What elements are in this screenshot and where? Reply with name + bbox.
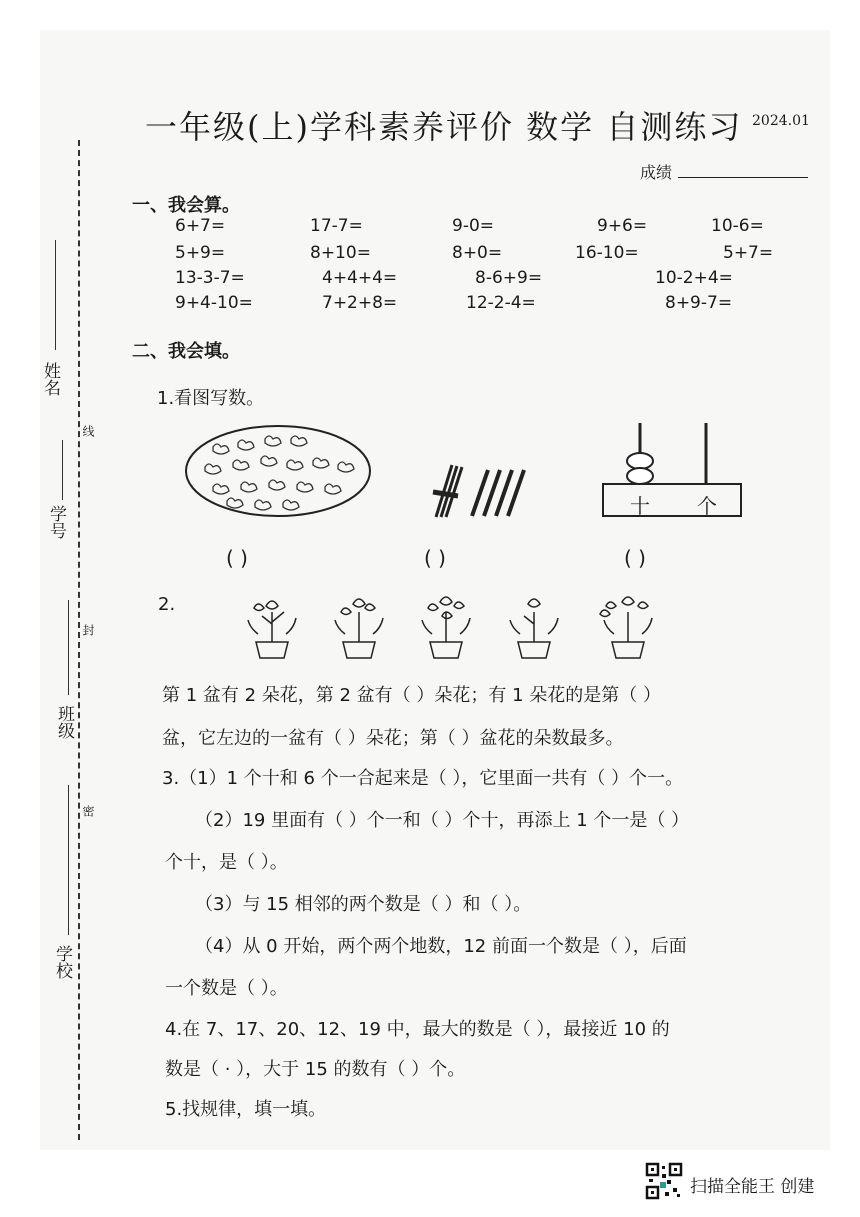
class-underline <box>68 600 69 695</box>
equation: 6+7= <box>175 216 226 236</box>
bead-icon <box>627 468 653 484</box>
exam-date: 2024.01 <box>752 113 810 129</box>
duck-icons <box>205 436 354 510</box>
student-id-label: 学号 <box>46 505 66 539</box>
flower-pot-icon <box>510 599 558 658</box>
name-underline <box>55 240 56 350</box>
qr-code-icon <box>645 1162 683 1200</box>
abacus-ones-label: 个 <box>697 494 717 518</box>
equation: 9+6= <box>597 216 648 236</box>
equation: 17-7= <box>310 216 363 236</box>
section1-heading: 一、我会算。 <box>132 195 240 216</box>
equation: 12-2-4= <box>466 293 536 313</box>
bead-icon <box>627 453 653 469</box>
equation: 8+9-7= <box>665 293 733 313</box>
sticks-bundle-figure <box>428 462 533 520</box>
line-char: 线 <box>81 425 95 437</box>
q3-line2: （2）19 里面有（ ）个一和（ ）个十，再添上 1 个一是（ ） <box>195 810 690 831</box>
q2-line2: 盆，它左边的一盆有（ ）朵花；第（ ）盆花的朵数最多。 <box>162 728 624 749</box>
score-label: 成绩 <box>640 163 673 182</box>
stick-bundle-icon <box>433 465 462 517</box>
equation: 8-6+9= <box>475 268 543 288</box>
q2-label: 2. <box>158 594 176 615</box>
section2-heading: 二、我会填。 <box>132 341 240 362</box>
q3-line6: 一个数是（ ）。 <box>165 978 288 999</box>
id-underline <box>62 440 63 500</box>
answer-blank[interactable]: ( ) <box>424 546 446 570</box>
answer-blank[interactable]: ( ) <box>226 546 248 570</box>
school-label: 学校 <box>52 945 72 979</box>
abacus-figure <box>600 420 745 520</box>
flower-pots-figure <box>240 594 670 660</box>
equation: 9+4-10= <box>175 293 253 313</box>
q4-line1: 4.在 7、17、20、12、19 中，最大的数是（ ），最接近 10 的 <box>165 1019 670 1040</box>
flower-pot-icon <box>422 597 470 658</box>
ducks-oval-figure <box>183 423 373 519</box>
q3-line5: （4）从 0 开始，两个两个地数，12 前面一个数是（ ），后面 <box>195 936 687 957</box>
flower-pot-icon <box>600 597 652 658</box>
class-label: 班级 <box>54 705 74 739</box>
single-sticks-icon <box>472 470 524 516</box>
equation: 16-10= <box>575 243 639 263</box>
q3-line3: 个十，是（ ）。 <box>165 852 288 873</box>
equation: 10-2+4= <box>655 268 733 288</box>
answer-blank[interactable]: ( ) <box>624 546 646 570</box>
equation: 5+9= <box>175 243 226 263</box>
scanner-watermark: 扫描全能王 创建 <box>690 1177 815 1197</box>
q1-label: 1.看图写数。 <box>157 388 265 409</box>
page-title: 一年级(上)学科素养评价 数学 自测练习 <box>145 108 743 146</box>
secret-char: 密 <box>81 805 95 817</box>
name-label: 姓名 <box>40 362 60 396</box>
binding-dashed-line <box>78 140 80 1140</box>
equation: 8+0= <box>452 243 503 263</box>
abacus-tens-label: 十 <box>630 494 650 518</box>
equation: 10-6= <box>711 216 764 236</box>
q5-line1: 5.找规律，填一填。 <box>165 1099 327 1120</box>
school-underline <box>68 785 69 935</box>
equation: 4+4+4= <box>322 268 398 288</box>
abacus-base <box>603 484 741 516</box>
score-underline <box>678 177 808 178</box>
q2-line1: 第 1 盆有 2 朵花，第 2 盆有（ ）朵花；有 1 朵花的是第（ ） <box>162 685 662 706</box>
seal-char: 封 <box>81 624 95 636</box>
q3-line1: 3.（1）1 个十和 6 个一合起来是（ ），它里面一共有（ ）个一。 <box>162 768 684 789</box>
flower-pot-icon <box>335 599 383 658</box>
equation: 7+2+8= <box>322 293 398 313</box>
q3-line4: （3）与 15 相邻的两个数是（ ）和（ ）。 <box>195 894 532 915</box>
q4-line2: 数是（ · ），大于 15 的数有（ ）个。 <box>165 1059 466 1080</box>
equation: 8+10= <box>310 243 371 263</box>
flower-pot-icon <box>248 601 296 658</box>
equation: 5+7= <box>723 243 774 263</box>
equation: 9-0= <box>452 216 495 236</box>
equation: 13-3-7= <box>175 268 245 288</box>
